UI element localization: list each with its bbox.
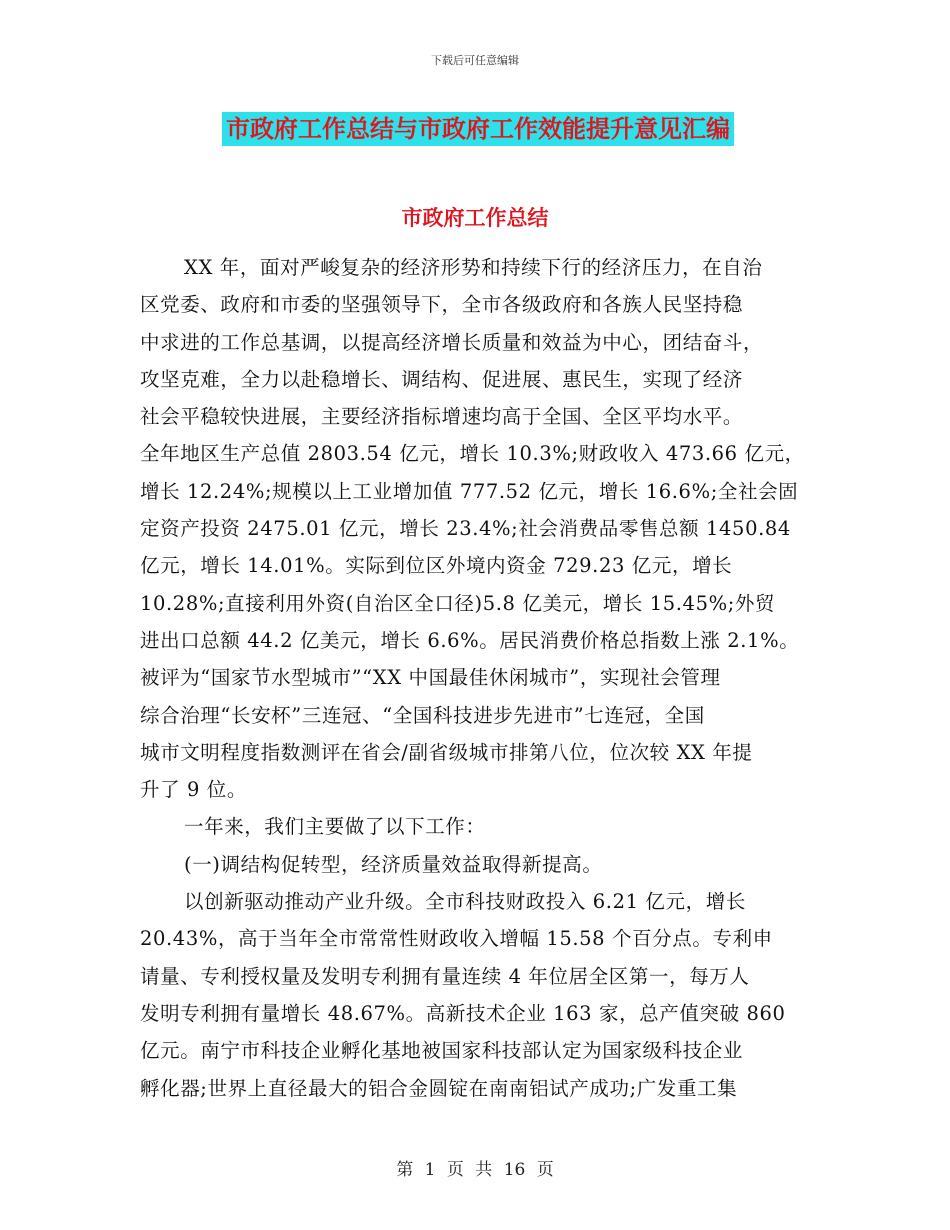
paragraph-line: 中求进的工作总基调，以提高经济增长质量和效益为中心，团结奋斗， [140,330,764,354]
paragraph-line: 请量、专利授权量及发明专利拥有量连续 4 年位居全区第一，每万人 [140,964,750,988]
paragraph-line: 亿元。南宁市科技企业孵化基地被国家科技部认定为国家级科技企业 [140,1039,744,1063]
paragraph-line: 升了 9 位。 [140,778,248,802]
paragraph-line: 进出口总额 44.2 亿美元，增长 6.6%。居民消费价格总指数上涨 2.1%。 [140,628,800,652]
paragraph-line: 攻坚克难，全力以赴稳增长、调结构、促进展、惠民生，实现了经济 [140,367,744,391]
paragraph-line: 综合治理“长安杯”三连冠、“全国科技进步先进市”七连冠，全国 [140,703,705,727]
document-title: 市政府工作总结与市政府工作效能提升意见汇编 [226,115,730,143]
paragraph-line: 以创新驱动推动产业升级。全市科技财政投入 6.21 亿元，增长 [184,890,746,914]
paragraph-line: 20.43%，高于当年全市常常性财政收入增幅 15.58 个百分点。专利申 [140,927,773,951]
paragraph-line: 亿元，增长 14.01%。实际到位区外境内资金 729.23 亿元，增长 [140,554,733,578]
paragraph-line: 发明专利拥有量增长 48.67%。高新技术企业 163 家，总产值突破 860 [140,1001,786,1025]
paragraph-line: 区党委、政府和市委的坚强领导下，全市各级政府和各族人民坚持稳 [140,293,744,317]
paragraph-line: 10.28%;直接利用外资(自治区全口径)5.8 亿美元，增长 15.45%;外贸 [140,591,776,615]
paragraph-line: 增长 12.24%;规模以上工业增加值 777.52 亿元，增长 16.6%;全社会固 [140,479,799,503]
page-number-footer: 第 1 页 共 16 页 [396,1160,554,1180]
paragraph-line: 全年地区生产总值 2803.54 亿元，增长 10.3%;财政收入 473.66 亿元， [140,442,805,466]
body-text [140,249,806,1107]
paragraph-line: 社会平稳较快进展，主要经济指标增速均高于全国、全区平均水平。 [140,405,744,429]
paragraph-line: (一)调结构促转型，经济质量效益取得新提高。 [184,852,603,876]
header-note: 下载后可任意编辑 [431,54,519,67]
paragraph-line: 城市文明程度指数测评在省会/副省级城市排第八位，位次较 XX 年提 [140,740,753,764]
paragraph-line: XX 年，面对严峻复杂的经济形势和持续下行的经济压力，在自治 [184,256,763,279]
paragraph-line: 被评为“国家节水型城市”“XX 中国最佳休闲城市”，实现社会管理 [140,666,721,690]
paragraph-line: 一年来，我们主要做了以下工作： [184,815,486,839]
title-highlight [222,112,734,146]
paragraph-line: 定资产投资 2475.01 亿元，增长 23.4%;社会消费品零售总额 1450.84 [140,517,791,541]
paragraph-line: 孵化器;世界上直径最大的铝合金圆锭在南南铝试产成功;广发重工集 [140,1076,738,1100]
section-title: 市政府工作总结 [401,206,549,230]
